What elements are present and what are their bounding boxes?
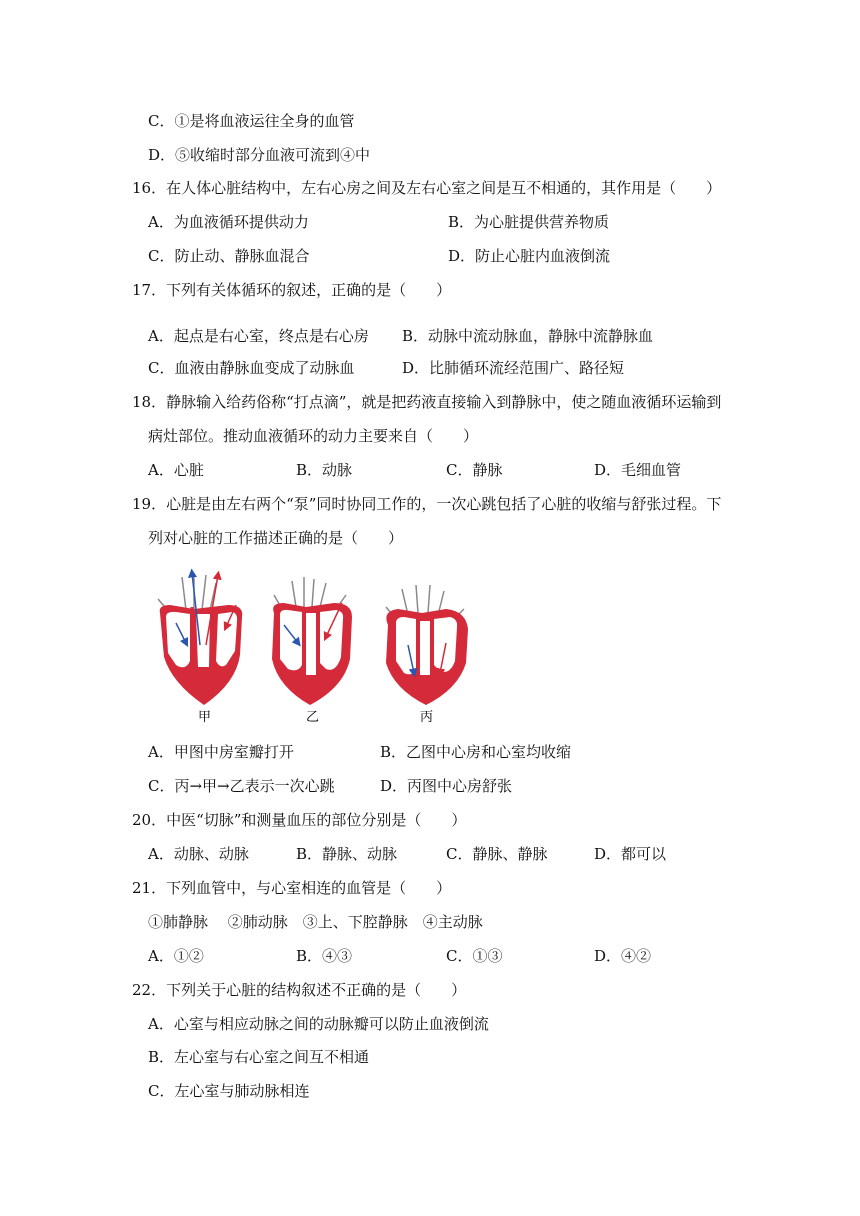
heart-diagram-jia [158,573,242,725]
heart-diagram-bing [386,585,468,725]
q22-option-c: C．左心室与肺动脉相连 [148,1082,310,1100]
q18-stem-line1: 18．静脉输入给药俗称“打点滴”，就是把药液直接输入到静脉中，使之随血液循环运输到 [132,393,722,411]
q21-option-a: A．①② [148,947,204,965]
q17-option-c: C．血液由静脉血变成了动脉血 [148,359,355,377]
q20-option-c: C．静脉、静脉 [446,845,548,863]
q22-stem: 22．下列关于心脏的结构叙述不正确的是（ ） [132,981,467,999]
q15-option-d: D．⑤收缩时部分血液可流到④中 [148,146,371,164]
q17-option-d: D．比肺循环流经范围广、路径短 [402,359,625,377]
q17-option-a: A．起点是右心室，终点是右心房 [148,327,369,345]
heart-cycle-figure [146,565,486,730]
q21-stem: 21．下列血管中，与心室相连的血管是（ ） [132,879,452,897]
q18-option-d: D．毛细血管 [594,461,682,479]
heart-label-bing: 丙 [420,710,434,725]
q19-option-d: D．丙图中心房舒张 [380,777,513,795]
q19-option-c: C．丙→甲→乙表示一次心跳 [148,777,335,795]
q21-option-c: C．①③ [446,947,503,965]
q19-stem-line1: 19．心脏是由左右两个“泵”同时协同工作的，一次心跳包括了心脏的收缩与舒张过程。下 [132,495,722,513]
q20-option-d: D．都可以 [594,845,667,863]
q18-option-b: B．动脉 [296,461,353,479]
q18-option-c: C．静脉 [446,461,503,479]
heart-label-yi: 乙 [306,710,320,725]
q16-option-b: B．为心脏提供营养物质 [448,213,610,231]
q17-stem: 17．下列有关体循环的叙述，正确的是（ ） [132,281,452,299]
q21-option-b: B．④③ [296,947,353,965]
q16-option-d: D．防止心脏内血液倒流 [448,247,611,265]
q22-option-b: B．左心室与右心室之间互不相通 [148,1048,370,1066]
q16-stem: 16．在人体心脏结构中，左右心房之间及左右心室之间是互不相通的，其作用是（ ） [132,179,722,197]
q20-stem: 20．中医“切脉”和测量血压的部位分别是（ ） [132,811,467,829]
q18-option-a: A．心脏 [148,461,204,479]
q19-option-a: A．甲图中房室瓣打开 [148,743,294,761]
q19-option-b: B．乙图中心房和心室均收缩 [380,743,572,761]
q15-option-c: C．①是将血液运往全身的血管 [148,112,355,130]
q18-stem-line2: 病灶部位。推动血液循环的动力主要来自（ ） [148,427,479,445]
heart-label-jia: 甲 [198,710,212,725]
q20-option-b: B．静脉、动脉 [296,845,398,863]
q16-option-c: C．防止动、静脉血混合 [148,247,310,265]
q19-stem-line2: 列对心脏的工作描述正确的是（ ） [148,529,404,547]
q16-option-a: A．为血液循环提供动力 [148,213,309,231]
q20-option-a: A．动脉、动脉 [148,845,249,863]
q17-option-b: B．动脉中流动脉血，静脉中流静脉血 [402,327,654,345]
q22-option-a: A．心室与相应动脉之间的动脉瓣可以防止血液倒流 [148,1015,489,1033]
heart-diagram-yi [272,577,352,725]
q21-option-d: D．④② [594,947,652,965]
q21-item-list: ①肺静脉 ②肺动脉 ③上、下腔静脉 ④主动脉 [148,913,483,931]
